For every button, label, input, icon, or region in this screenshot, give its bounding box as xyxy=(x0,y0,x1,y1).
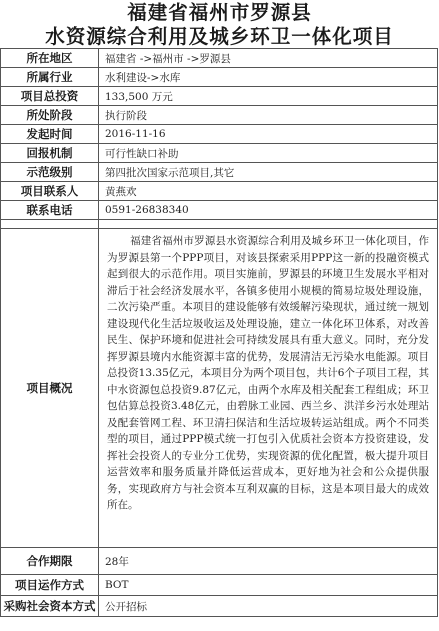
value-contact-phone: 0591-26838340 xyxy=(99,201,438,220)
label-cooperation-term: 合作期限 xyxy=(1,548,99,575)
row-return-mechanism xyxy=(1,144,438,163)
spacer-right xyxy=(99,220,438,229)
label-industry: 所属行业 xyxy=(1,68,99,87)
title-line-2: 水资源综合利用及城乡环卫一体化项目 xyxy=(45,25,394,48)
label-operation-mode: 项目运作方式 xyxy=(1,575,99,596)
label-demo-level: 示范级别 xyxy=(1,163,99,182)
label-contact-person: 项目联系人 xyxy=(1,182,99,201)
overview-paragraph: 福建省福州市罗源县水资源综合利用及城乡环卫一体化项目，作为罗源县第一个PPP项目，对该县探索采用PPP这一新的投融资模式起到很大的示范作用。项目实施前，罗源县的环境卫生发展水平相对滞后于社会经济发展水平，各镇多使用小规模的简易垃圾处理设施，二次污染严重。本项目的建设能够有效缓解污染现状，通过统一规划建设现代化生活垃圾收运及处理设施，建立一体化环卫体系，对改善民生、保护环境和促进社会可持续发展具有重大意义。同时，充分发挥罗源县境内水能资源丰富的优势，发展清洁无污染水电能源。项目总投资13.35亿元，本项目分为两个项目包，共计6个子项目工程，其中水资源包总投资9.87亿元，由两个水库及相关配套工程组成；环卫包估算总投资3.48亿元，由碧脉工业园、西兰乡、洪洋乡污水处理站及配套管网工程、环卫清扫保洁和生活垃圾转运站组成。两个不同类型的项目，通过PPP模式统一打包引入优质社会资本方投资建设，发挥社会投资人的专业分工优势，实现资源的优化配置，极大提升项目运营效率和服务质量并降低运营成本，更好地为社会和公众提供服务，实现政府方与社会资本互利双赢的目标，这是本项目最大的成效所在。 xyxy=(107,235,429,511)
label-overview: 项目概况 xyxy=(1,229,99,548)
value-overview xyxy=(99,229,438,548)
value-region: 福建省 ->福州市 ->罗源县 xyxy=(99,49,438,68)
spacer-left xyxy=(1,220,99,229)
value-procurement-method: 公开招标 xyxy=(99,596,438,617)
row-procurement-method xyxy=(1,596,438,617)
row-contact-person xyxy=(1,182,438,201)
label-return-mechanism: 回报机制 xyxy=(1,144,99,163)
value-total-investment: 133,500 万元 xyxy=(99,87,438,106)
label-contact-phone: 联系电话 xyxy=(1,201,99,220)
label-procurement-method: 采购社会资本方式 xyxy=(1,596,99,617)
label-stage: 所处阶段 xyxy=(1,106,99,125)
value-stage: 执行阶段 xyxy=(99,106,438,125)
value-industry: 水利建设->水库 xyxy=(99,68,438,87)
value-cooperation-term: 28年 xyxy=(99,548,438,575)
document-title xyxy=(0,0,439,47)
row-start-date xyxy=(1,125,438,144)
title-line-1: 福建省福州市罗源县 xyxy=(127,1,312,24)
row-industry xyxy=(1,68,438,87)
value-contact-person: 黄燕欢 xyxy=(99,182,438,201)
row-demo-level xyxy=(1,163,438,182)
value-operation-mode: BOT xyxy=(99,575,438,596)
project-info-table xyxy=(0,48,438,617)
value-start-date: 2016-11-16 xyxy=(99,125,438,144)
label-total-investment: 项目总投资 xyxy=(1,87,99,106)
value-demo-level: 第四批次国家示范项目,其它 xyxy=(99,163,438,182)
row-operation-mode xyxy=(1,575,438,596)
label-start-date: 发起时间 xyxy=(1,125,99,144)
label-region: 所在地区 xyxy=(1,49,99,68)
spacer-row xyxy=(1,220,438,229)
value-return-mechanism: 可行性缺口补助 xyxy=(99,144,438,163)
row-contact-phone xyxy=(1,201,438,220)
row-region xyxy=(1,49,438,68)
row-overview xyxy=(1,229,438,548)
row-stage xyxy=(1,106,438,125)
row-total-investment xyxy=(1,87,438,106)
row-cooperation-term xyxy=(1,548,438,575)
